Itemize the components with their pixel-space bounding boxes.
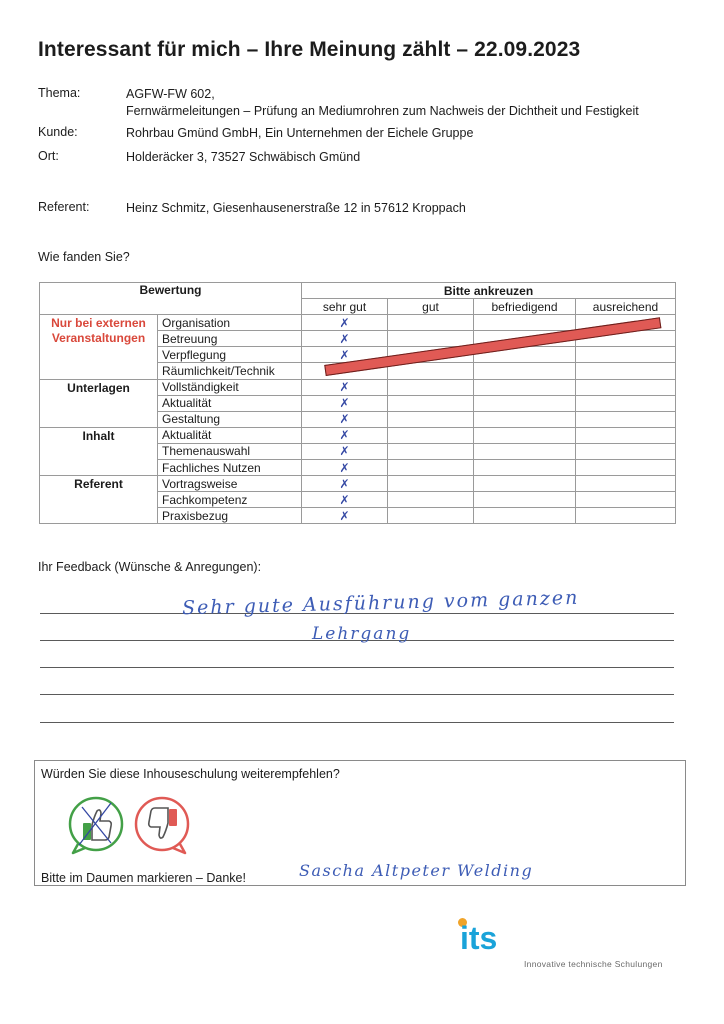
item-organisation: Organisation	[158, 315, 302, 331]
recommend-footer: Bitte im Daumen markieren – Danke!	[41, 871, 246, 885]
group-extern	[40, 315, 158, 379]
group-inhalt: Inhalt	[40, 427, 158, 475]
checkbox-gestaltung-gut[interactable]	[388, 411, 474, 427]
checkbox-aktualitaet-inhalt-sehr-gut[interactable]: ✗	[302, 427, 388, 443]
thema-value	[126, 86, 639, 120]
thema-line-2: Fernwärmeleitungen – Prüfung an Mediumrohren zum Nachweis der Dichtheit und Festigkeit	[126, 104, 639, 118]
checkbox-raeumlichkeit-gut[interactable]	[388, 363, 474, 379]
rating-table	[39, 282, 676, 524]
col-ausreichend: ausreichend	[576, 299, 676, 315]
checkbox-vollstaendigkeit-befriedigend[interactable]	[474, 379, 576, 395]
checkbox-aktualitaet-unterlagen-gut[interactable]	[388, 395, 474, 411]
feedback-line-3[interactable]	[40, 667, 674, 668]
checkbox-fachkompetenz-ausreichend[interactable]	[576, 492, 676, 508]
checkbox-themenauswahl-ausreichend[interactable]	[576, 443, 676, 459]
checkbox-gestaltung-ausreichend[interactable]	[576, 411, 676, 427]
item-aktualitaet-inhalt: Aktualität	[158, 427, 302, 443]
kunde-label: Kunde:	[38, 125, 78, 139]
checkbox-vortragsweise-ausreichend[interactable]	[576, 476, 676, 492]
item-vollstaendigkeit: Vollständigkeit	[158, 379, 302, 395]
ort-value: Holderäcker 3, 73527 Schwäbisch Gmünd	[126, 150, 361, 164]
header-ankreuzen: Bitte ankreuzen	[302, 283, 676, 299]
checkbox-aktualitaet-inhalt-ausreichend[interactable]	[576, 427, 676, 443]
checkbox-praxisbezug-ausreichend[interactable]	[576, 508, 676, 524]
checkbox-fachkompetenz-befriedigend[interactable]	[474, 492, 576, 508]
checkbox-fachliches-nutzen-sehr-gut[interactable]: ✗	[302, 460, 388, 476]
checkbox-aktualitaet-unterlagen-ausreichend[interactable]	[576, 395, 676, 411]
checkbox-organisation-gut[interactable]	[388, 315, 474, 331]
item-gestaltung: Gestaltung	[158, 411, 302, 427]
page-title: Interessant für mich – Ihre Meinung zählt – 22.09.2023	[38, 38, 581, 61]
checkbox-fachkompetenz-gut[interactable]	[388, 492, 474, 508]
checkbox-praxisbezug-gut[interactable]	[388, 508, 474, 524]
checkbox-vortragsweise-befriedigend[interactable]	[474, 476, 576, 492]
checkbox-organisation-befriedigend[interactable]	[474, 315, 576, 331]
checkbox-aktualitaet-unterlagen-sehr-gut[interactable]: ✗	[302, 395, 388, 411]
feedback-line-4[interactable]	[40, 694, 674, 695]
checkbox-aktualitaet-inhalt-befriedigend[interactable]	[474, 427, 576, 443]
checkbox-aktualitaet-unterlagen-befriedigend[interactable]	[474, 395, 576, 411]
col-sehr-gut: sehr gut	[302, 299, 388, 315]
feedback-line-5[interactable]	[40, 722, 674, 723]
thema-label: Thema:	[38, 86, 81, 100]
checkbox-vollstaendigkeit-gut[interactable]	[388, 379, 474, 395]
its-logo: its	[460, 920, 498, 956]
checkbox-verpflegung-ausreichend[interactable]	[576, 347, 676, 363]
rating-question: Wie fanden Sie?	[38, 250, 130, 264]
item-betreuung: Betreuung	[158, 331, 302, 347]
checkbox-themenauswahl-sehr-gut[interactable]: ✗	[302, 443, 388, 459]
recommend-question: Würden Sie diese Inhouseschulung weiterempfehlen?	[41, 767, 340, 781]
checkbox-themenauswahl-gut[interactable]	[388, 443, 474, 459]
item-verpflegung: Verpflegung	[158, 347, 302, 363]
col-befriedigend: befriedigend	[474, 299, 576, 315]
checkbox-vortragsweise-sehr-gut[interactable]: ✗	[302, 476, 388, 492]
checkbox-vollstaendigkeit-sehr-gut[interactable]: ✗	[302, 379, 388, 395]
feedback-handwriting-1: Sehr gute Ausführung vom ganzen	[181, 586, 580, 620]
checkbox-fachliches-nutzen-befriedigend[interactable]	[474, 460, 576, 476]
thumbs-up-icon[interactable]	[65, 795, 127, 857]
item-vortragsweise: Vortragsweise	[158, 476, 302, 492]
checkbox-raeumlichkeit-befriedigend[interactable]	[474, 363, 576, 379]
thumbs-down-icon[interactable]	[131, 795, 193, 857]
checkbox-fachkompetenz-sehr-gut[interactable]: ✗	[302, 492, 388, 508]
checkbox-raeumlichkeit-ausreichend[interactable]	[576, 363, 676, 379]
checkbox-gestaltung-befriedigend[interactable]	[474, 411, 576, 427]
checkbox-themenauswahl-befriedigend[interactable]	[474, 443, 576, 459]
checkbox-vortragsweise-gut[interactable]	[388, 476, 474, 492]
checkbox-aktualitaet-inhalt-gut[interactable]	[388, 427, 474, 443]
ort-label: Ort:	[38, 149, 59, 163]
checkbox-verpflegung-sehr-gut[interactable]: ✗	[302, 347, 388, 363]
item-raeumlichkeit: Räumlichkeit/Technik	[158, 363, 302, 379]
signature: Sascha Altpeter Welding	[299, 861, 534, 880]
item-praxisbezug: Praxisbezug	[158, 508, 302, 524]
checkbox-fachliches-nutzen-ausreichend[interactable]	[576, 460, 676, 476]
feedback-handwriting-2: Lehrgang	[312, 624, 412, 644]
recommendation-box	[34, 760, 686, 886]
item-fachliches-nutzen: Fachliches Nutzen	[158, 460, 302, 476]
group-referent: Referent	[40, 476, 158, 524]
checkbox-organisation-sehr-gut[interactable]: ✗	[302, 315, 388, 331]
group-extern-label: Nur bei externen Veranstaltungen	[51, 316, 146, 346]
checkbox-gestaltung-sehr-gut[interactable]: ✗	[302, 411, 388, 427]
header-bewertung: Bewertung	[40, 283, 302, 315]
checkbox-betreuung-gut[interactable]	[388, 331, 474, 347]
checkbox-betreuung-sehr-gut[interactable]: ✗	[302, 331, 388, 347]
checkbox-vollstaendigkeit-ausreichend[interactable]	[576, 379, 676, 395]
group-unterlagen: Unterlagen	[40, 379, 158, 427]
thema-line-1: AGFW-FW 602,	[126, 87, 215, 101]
checkbox-praxisbezug-befriedigend[interactable]	[474, 508, 576, 524]
logo-tagline: Innovative technische Schulungen	[524, 959, 663, 969]
item-fachkompetenz: Fachkompetenz	[158, 492, 302, 508]
referent-label: Referent:	[38, 200, 90, 214]
item-aktualitaet-unterlagen: Aktualität	[158, 395, 302, 411]
referent-value: Heinz Schmitz, Giesenhausenerstraße 12 in 57612 Kroppach	[126, 201, 466, 215]
item-themenauswahl: Themenauswahl	[158, 443, 302, 459]
kunde-value: Rohrbau Gmünd GmbH, Ein Unternehmen der Eichele Gruppe	[126, 126, 474, 140]
checkbox-fachliches-nutzen-gut[interactable]	[388, 460, 474, 476]
feedback-label: Ihr Feedback (Wünsche & Anregungen):	[38, 560, 262, 574]
col-gut: gut	[388, 299, 474, 315]
checkbox-praxisbezug-sehr-gut[interactable]: ✗	[302, 508, 388, 524]
